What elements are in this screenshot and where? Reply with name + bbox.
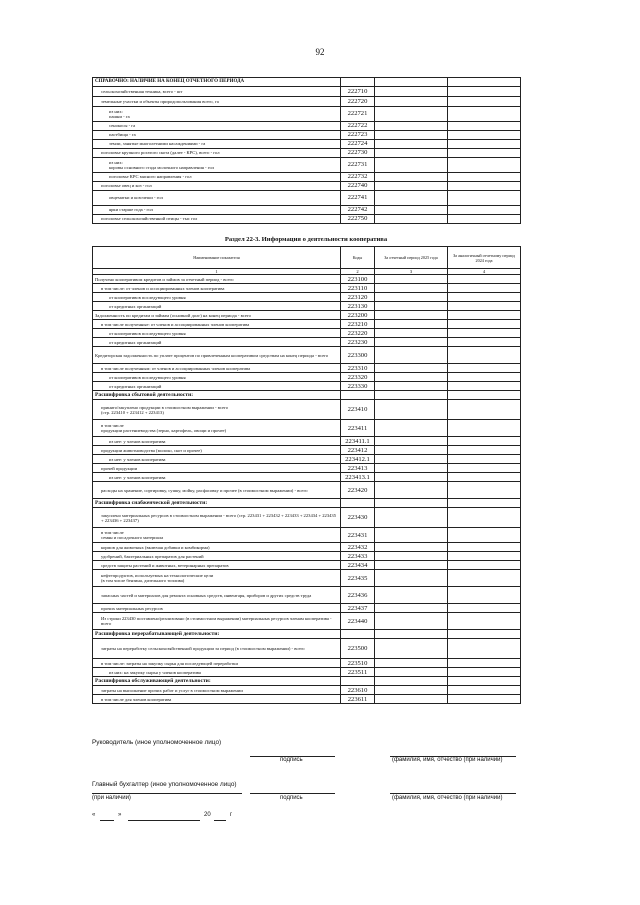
value-cell [375, 686, 448, 695]
activity-row [93, 364, 521, 373]
reference-row [93, 149, 521, 158]
value-cell [375, 570, 448, 587]
date-quote-close: » [118, 812, 122, 818]
value-cell [375, 499, 448, 508]
activity-row-name: Расшифровка сбытовой деятельности: [93, 391, 341, 400]
reference-row-name: сенокосы - га [93, 122, 341, 131]
value-cell [448, 347, 521, 364]
activity-row-name: кормов для животных (включая добавки и комбикорма) [93, 543, 341, 552]
reference-row-code: 222721 [341, 107, 375, 122]
reference-row-code: 222724 [341, 140, 375, 149]
activity-row-name: от кредитных организаций [93, 382, 341, 391]
activity-row-name: прочей продукции [93, 464, 341, 473]
accountant-name-line [390, 793, 516, 794]
activity-row-code: 223413.1 [341, 473, 375, 482]
value-cell [448, 420, 521, 437]
value-cell [375, 508, 448, 528]
value-cell [448, 570, 521, 587]
activity-row-code: 223433 [341, 552, 375, 561]
value-cell [375, 122, 448, 131]
reference-table [92, 77, 521, 224]
column-number: 4 [448, 269, 521, 275]
value-cell [448, 293, 521, 302]
value-cell [448, 311, 521, 320]
activity-row-name: прочих материальных ресурсов [93, 604, 341, 613]
activity-row [93, 302, 521, 311]
value-cell [448, 552, 521, 561]
header-name: Наименование показателя [93, 247, 341, 269]
value-cell [448, 122, 521, 131]
activity-row-name: от кооперативов последующего уровня [93, 329, 341, 338]
activity-row-code: 223410 [341, 400, 375, 420]
activity-row [93, 320, 521, 329]
value-cell [375, 173, 448, 182]
header-previous-period: За аналогичный отчетному период 2024 года [448, 247, 521, 269]
cooperative-activity-table [92, 246, 521, 704]
value-cell [448, 543, 521, 552]
activity-row-code [341, 391, 375, 400]
reference-row-code: 222722 [341, 122, 375, 131]
value-cell [375, 659, 448, 668]
value-cell [448, 400, 521, 420]
activity-row-code: 223413 [341, 464, 375, 473]
value-cell [375, 446, 448, 455]
activity-row [93, 437, 521, 446]
activity-row [93, 668, 521, 677]
value-cell [375, 400, 448, 420]
activity-row-code: 223220 [341, 329, 375, 338]
date-year-line [214, 820, 226, 821]
reference-title-row [93, 78, 521, 87]
value-cell [375, 302, 448, 311]
value-cell [375, 561, 448, 570]
value-cell [448, 97, 521, 107]
reference-row-name: овцематки и козочеши - гол [93, 191, 341, 206]
value-cell [448, 206, 521, 215]
activity-row-name: от кредитных организаций [93, 338, 341, 347]
activity-row-name: в том числе семян и посадочного материала [93, 528, 341, 543]
table-header-row [93, 247, 521, 269]
activity-row-name: от кооперативов последующего уровня [93, 293, 341, 302]
page-number: 92 [315, 47, 325, 57]
activity-row-code [341, 499, 375, 508]
activity-row [93, 695, 521, 704]
activity-row [93, 400, 521, 420]
activity-row-name: затраты на переработку сельскохозяйственной продукции за период (в стоимостном выражении) - всего [93, 639, 341, 659]
activity-row-name: продукции животноводства (молоко, скот и прочее) [93, 446, 341, 455]
activity-row [93, 508, 521, 528]
reference-row [93, 140, 521, 149]
head-signature-caption: подпись [280, 757, 303, 763]
value-cell [375, 206, 448, 215]
activity-row-name: запасных частей и материалов для ремонта основных средств, инвентаря, приборов и других средств труда [93, 587, 341, 604]
section-title: Раздел 22-3. Информация о деятельности кооператива [224, 236, 388, 243]
activity-row-code: 223610 [341, 686, 375, 695]
activity-row [93, 528, 521, 543]
activity-row [93, 373, 521, 382]
value-cell [375, 677, 448, 686]
reference-row [93, 107, 521, 122]
reference-row [93, 131, 521, 140]
head-name-caption: (фамилия, имя, отчество (при наличии) [392, 757, 503, 763]
value-cell [448, 587, 521, 604]
activity-row [93, 473, 521, 482]
value-cell [375, 543, 448, 552]
value-cell [375, 482, 448, 499]
activity-row-name: из них: на закупку сырья у членов кооператива [93, 668, 341, 677]
value-cell [448, 302, 521, 311]
activity-row [93, 338, 521, 347]
value-cell [448, 528, 521, 543]
reference-row-name: поголовье овец и коз - гол [93, 182, 341, 191]
activity-row-code: 223310 [341, 364, 375, 373]
value-cell [375, 695, 448, 704]
value-cell [448, 482, 521, 499]
activity-row-code: 223511 [341, 668, 375, 677]
value-cell [375, 437, 448, 446]
accountant-name-caption: (фамилия, имя, отчество (при наличии) [392, 795, 503, 801]
activity-row-code: 223436 [341, 587, 375, 604]
activity-row-code: 223320 [341, 373, 375, 382]
value-cell [375, 182, 448, 191]
reference-row-code: 222732 [341, 173, 375, 182]
value-cell [375, 293, 448, 302]
value-cell [448, 149, 521, 158]
activity-row [93, 329, 521, 338]
value-cell [448, 284, 521, 293]
value-cell [448, 364, 521, 373]
value-cell [375, 87, 448, 97]
activity-row-code: 223412 [341, 446, 375, 455]
activity-row [93, 552, 521, 561]
activity-row-name: закуплено материальных ресурсов в стоимостном выражении - всего (стр. 223431 + 223432 + 223433 + 223434 + 223435 + 223436 + 223437) [93, 508, 341, 528]
activity-row [93, 311, 521, 320]
activity-row [93, 455, 521, 464]
activity-row-code: 223611 [341, 695, 375, 704]
activity-row-code: 223411.1 [341, 437, 375, 446]
activity-row [93, 420, 521, 437]
activity-row-code: 223440 [341, 613, 375, 630]
reference-title: СПРАВОЧНО: НАЛИЧИЕ НА КОНЕЦ ОТЧЕТНОГО ПЕРИОДА [93, 78, 341, 87]
activity-row [93, 570, 521, 587]
activity-row-name: от кредитных организаций [93, 302, 341, 311]
value-cell [375, 382, 448, 391]
reference-row-code: 222742 [341, 206, 375, 215]
activity-row-code: 223210 [341, 320, 375, 329]
value-cell [448, 437, 521, 446]
value-cell [375, 338, 448, 347]
value-cell [375, 97, 448, 107]
activity-row-code: 223110 [341, 284, 375, 293]
header-current-period: За отчетный период 2025 года [375, 247, 448, 269]
activity-row-code: 223412.1 [341, 455, 375, 464]
reference-row [93, 97, 521, 107]
value-cell [448, 686, 521, 695]
activity-row [93, 543, 521, 552]
date-day-line [100, 820, 114, 821]
value-cell [448, 140, 521, 149]
activity-row-name: удобрений, бактериальных препаратов для растений [93, 552, 341, 561]
activity-row [93, 482, 521, 499]
activity-row [93, 639, 521, 659]
reference-row [93, 158, 521, 173]
reference-row [93, 173, 521, 182]
value-cell [375, 587, 448, 604]
accountant-signature-label: Главный бухгалтер (иное уполномоченное лицо) [92, 781, 237, 788]
column-number: 1 [93, 269, 341, 275]
activity-row-name: в том числе: затраты на закупку сырья для последующей переработки [93, 659, 341, 668]
reference-row [93, 215, 521, 224]
reference-row [93, 87, 521, 97]
value-cell [375, 320, 448, 329]
value-cell [375, 329, 448, 338]
reference-row-name: земли, занятые многолетними насаждениями - га [93, 140, 341, 149]
activity-row-code: 223200 [341, 311, 375, 320]
activity-row-code: 223100 [341, 275, 375, 284]
activity-row [93, 587, 521, 604]
activity-row-code: 223430 [341, 508, 375, 528]
reference-row-code: 222731 [341, 158, 375, 173]
reference-row-code: 222723 [341, 131, 375, 140]
activity-row-name: средств защиты растений и животных, ветеринарных препаратов [93, 561, 341, 570]
activity-row [93, 499, 521, 508]
value-cell [448, 659, 521, 668]
value-cell [375, 604, 448, 613]
activity-row [93, 677, 521, 686]
date-month-line [128, 820, 200, 821]
activity-row [93, 446, 521, 455]
value-cell [375, 158, 448, 173]
activity-row-code: 223330 [341, 382, 375, 391]
head-signature-label: Руководитель (иное уполномоченное лицо) [92, 739, 222, 746]
accountant-signature-caption: подпись [280, 795, 303, 801]
reference-row-name: пастбища - га [93, 131, 341, 140]
value-cell [375, 149, 448, 158]
reference-row-name: поголовье КРС мясного направления - гол [93, 173, 341, 182]
activity-row [93, 391, 521, 400]
value-cell [375, 630, 448, 639]
activity-row-name: в том числе для членов кооператива [93, 695, 341, 704]
activity-row-name: затраты на выполнение прочих работ и услуг в стоимостном выражении [93, 686, 341, 695]
column-number: 2 [341, 269, 375, 275]
reference-row [93, 182, 521, 191]
reference-row [93, 122, 521, 131]
activity-row-name: Расшифровка обслуживающей деятельности: [93, 677, 341, 686]
value-cell [448, 508, 521, 528]
value-cell [375, 420, 448, 437]
activity-row-code: 223510 [341, 659, 375, 668]
reference-row-name: поголовье сельскохозяйственной птицы - тыс гол [93, 215, 341, 224]
activity-row-code: 223432 [341, 543, 375, 552]
accountant-signature-line [250, 793, 335, 794]
value-cell [448, 630, 521, 639]
reference-row-code: 222750 [341, 215, 375, 224]
reference-row-code: 222730 [341, 149, 375, 158]
value-cell [448, 473, 521, 482]
value-cell [448, 191, 521, 206]
value-cell [448, 182, 521, 191]
value-cell [448, 329, 521, 338]
value-cell [448, 446, 521, 455]
value-cell [375, 347, 448, 364]
column-number: 3 [375, 269, 448, 275]
value-cell [375, 455, 448, 464]
activity-row-code: 223431 [341, 528, 375, 543]
value-cell [448, 338, 521, 347]
reference-row-code: 222720 [341, 97, 375, 107]
value-cell [375, 473, 448, 482]
value-cell [375, 107, 448, 122]
value-cell [448, 668, 521, 677]
activity-row [93, 275, 521, 284]
accountant-title-line [92, 793, 242, 794]
activity-row [93, 347, 521, 364]
activity-row-code: 223230 [341, 338, 375, 347]
value-cell [375, 215, 448, 224]
value-cell [448, 87, 521, 97]
value-cell [448, 677, 521, 686]
value-cell [448, 275, 521, 284]
value-cell [375, 373, 448, 382]
activity-row-name: Расшифровка снабженческой деятельности: [93, 499, 341, 508]
activity-row [93, 604, 521, 613]
activity-row-name: Из строки 223430 поставлено/реализовано (в стоимостном выражении) материальных ресурсов членам кооператива - всего [93, 613, 341, 630]
value-cell [375, 528, 448, 543]
date-year-suffix: г [230, 812, 233, 818]
activity-row-code: 223437 [341, 604, 375, 613]
activity-row [93, 293, 521, 302]
date-quote-open: « [92, 812, 96, 818]
activity-row-name: Расшифровка перерабатывающей деятельности: [93, 630, 341, 639]
reference-row-name: из них: коровы основного стада молочного направления - гол [93, 158, 341, 173]
activity-row [93, 613, 521, 630]
value-cell [375, 364, 448, 373]
activity-row-code: 223300 [341, 347, 375, 364]
reference-row-code: 222710 [341, 87, 375, 97]
value-cell [448, 561, 521, 570]
activity-row-code: 223120 [341, 293, 375, 302]
activity-row [93, 382, 521, 391]
value-cell [375, 311, 448, 320]
activity-row-name: из нее: у членов кооператива [93, 473, 341, 482]
activity-row [93, 686, 521, 695]
value-cell [448, 499, 521, 508]
activity-row-code [341, 677, 375, 686]
value-cell [448, 382, 521, 391]
activity-row-code: 223420 [341, 482, 375, 499]
value-cell [448, 373, 521, 382]
value-cell [375, 275, 448, 284]
value-cell [448, 464, 521, 473]
activity-row-name: от кооперативов последующего уровня [93, 373, 341, 382]
activity-row [93, 561, 521, 570]
value-cell [448, 215, 521, 224]
value-cell [448, 320, 521, 329]
activity-row [93, 284, 521, 293]
activity-row-code: 223130 [341, 302, 375, 311]
activity-row-name: Получено кооперативом кредитов и займов за отчетный период - всего [93, 275, 341, 284]
reference-row-name: сельскохозяйственная техника, всего - шт [93, 87, 341, 97]
reference-row [93, 206, 521, 215]
value-cell [448, 391, 521, 400]
activity-row-code [341, 630, 375, 639]
value-cell [448, 695, 521, 704]
reference-row-name: поголовье крупного рогатого скота (далее - КРС), всего - гол [93, 149, 341, 158]
value-cell [448, 131, 521, 140]
value-cell [375, 140, 448, 149]
value-cell [448, 173, 521, 182]
activity-row-name: Кредиторская задолженность по уплате процентов по привлеченным кооперативом средствам на конец периода - всего [93, 347, 341, 364]
value-cell [375, 552, 448, 561]
activity-row-code: 223434 [341, 561, 375, 570]
activity-row [93, 464, 521, 473]
value-cell [448, 639, 521, 659]
activity-row-name: в том числе продукции растениеводства (зерно, картофель, овощи и прочее) [93, 420, 341, 437]
value-cell [375, 613, 448, 630]
value-cell [448, 604, 521, 613]
activity-row-name: из нее: у членов кооператива [93, 437, 341, 446]
reference-row-name: ярки старше года - гол [93, 206, 341, 215]
reference-row-name: из них: пашни - га [93, 107, 341, 122]
activity-row-name: в том числе полученным: от членов и ассоциированных членов кооператива [93, 364, 341, 373]
date-year-prefix: 20 [204, 812, 211, 818]
activity-row-name: в том числе полученные: от членов и ассоциированных членов кооператива [93, 320, 341, 329]
activity-row-name: принято/закуплено продукции в стоимостном выражении - всего (стр. 223410 + 223412 + 223413) [93, 400, 341, 420]
reference-row-name: земельные участки и объекты природопользования всего, га [93, 97, 341, 107]
value-cell [375, 391, 448, 400]
activity-row [93, 659, 521, 668]
activity-row-name: нефтепродуктов, используемых на технологические цели (в том числе бензина, дизельного топлива) [93, 570, 341, 587]
activity-row-name: расходы на хранение, сортировку, сушку, мойку, расфасовку и прочее (в стоимостном выражении) - всего [93, 482, 341, 499]
value-cell [448, 107, 521, 122]
activity-row-code: 223435 [341, 570, 375, 587]
activity-row-code: 223500 [341, 639, 375, 659]
activity-row-name: Задолженность по кредитам и займам (основной долг) на конец периода - всего [93, 311, 341, 320]
reference-row-code: 222740 [341, 182, 375, 191]
activity-row-code: 223411 [341, 420, 375, 437]
accountant-suffix: (при наличии) [92, 795, 131, 801]
activity-row [93, 630, 521, 639]
value-cell [375, 639, 448, 659]
reference-row-code: 222741 [341, 191, 375, 206]
value-cell [448, 613, 521, 630]
value-cell [448, 455, 521, 464]
activity-row-name: в том числе: от членов и ассоциированных членов кооператива [93, 284, 341, 293]
value-cell [375, 191, 448, 206]
reference-row [93, 191, 521, 206]
value-cell [448, 158, 521, 173]
value-cell [375, 668, 448, 677]
activity-row-name: из нее: у членов кооператива [93, 455, 341, 464]
value-cell [375, 464, 448, 473]
value-cell [375, 131, 448, 140]
value-cell [375, 284, 448, 293]
header-code: Коды [341, 247, 375, 269]
